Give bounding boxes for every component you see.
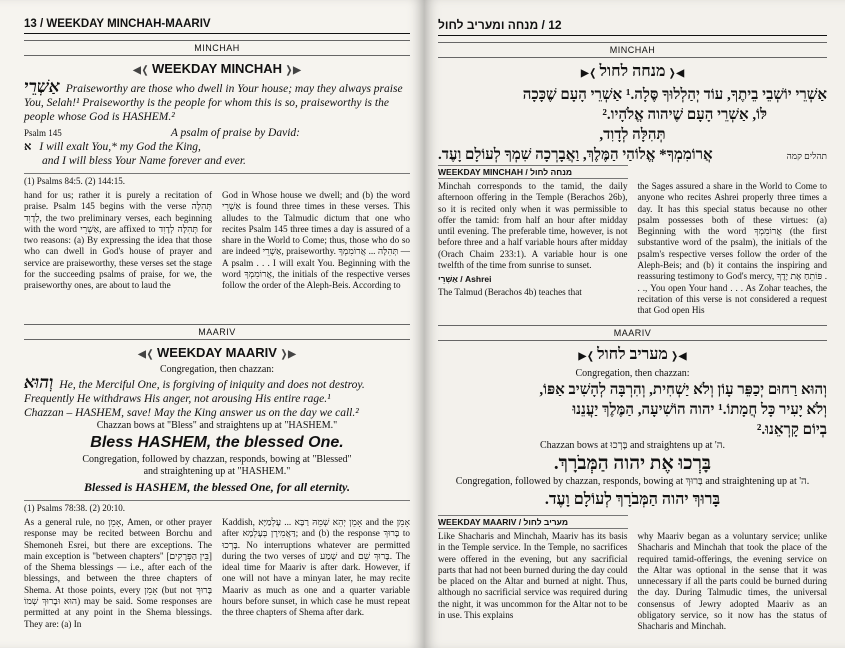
instruction: Congregation, then chazzan: [159, 364, 275, 375]
exalt-line-2: and I will bless Your Name forever and ever. [42, 155, 246, 167]
commentary-head: WEEKDAY MAARIV / מעריב לחול [438, 515, 628, 529]
tehillim-ref: תהלים קמה [786, 151, 827, 161]
commentary-col: As a general rule, no אָמֵן, Amen, or other prayer response may be recited between Borchu and Shemoneh Esrei, but there are exceptions. The main exception is "between chapters" [בֵּין הַפְּרָקִים] of the Shema blessings — i.e., after each of the blessings, and between the three chapters of Shema. At those points, every אָמֵן (but not בָּרוּךְ הוּא וּבָרוּךְ שְׁמוֹ) may be said. Some responses are permitted at any point in the Shema blessings. They are: (a) In [24, 517, 212, 629]
commentary-col: Like Shacharis and Minchah, Maariv has its basis in the Temple service. In the Temple, no sacrifices were offered in the evening, but any sacrificial parts that had not been burned during the day could be placed on the Altar and burned at night. Thus, although no sacrificial service was required during the night, it was uncommon for the Altar not to be in use. This explains [438, 531, 628, 621]
running-head: 12 / מנחה ומעריב לחול [438, 18, 827, 36]
chazzan-line: Chazzan – HASHEM, save! May the King answer us on the day we call.² [24, 407, 359, 419]
section-title: ◀❬ מנחה לחול ❭▶ [580, 63, 685, 80]
commentary-col: the Sages assured a share in the World to Come to anyone who recites Ashrei properly three times a day. It has this special status because no other psalm possesses both of these virtues: (a) Beginning with the word אֲרוֹמִמְךָ (the first substantive word of the psalm), the initials of the psalm's respective verses follow the order of the Aleph-Beis; and (b) it contains the inspiring and reassuring testimony to God's mercy, פּוֹתֵחַ אֶת יָדֶךָ . . ., You open Your hand . . . As Zohar teaches, the recitation of this verse is not considered a request that God open His [637, 181, 828, 316]
vehu-paragraph: וְהוּא He, the Merciful One, is forgiving of iniquity and does not destroy. Frequently He withdraws His anger, not arousing His entire rage.¹ [24, 373, 365, 405]
psalm-ref: Psalm 145 [24, 128, 62, 138]
instruction: Chazzan bows at "Bless" and straightens up at "HASHEM." [96, 420, 338, 431]
ashrei-word: אַשְׁרֵי [24, 77, 60, 96]
barchu: בָּרְכוּ אֶת יהוה הַמְּבֹרָךְ. [553, 453, 712, 474]
vehu-hebrew-2: וְלֹא יָעִיר כָּל חֲמָתוֹ.¹ יהוה הוֹשִׁיעָה, הַמֶּלֶךְ יַעֲנֵנוּ [572, 402, 827, 418]
aromimcha-row [438, 145, 827, 165]
ornament-icon: ❭▶ [282, 65, 301, 76]
commentary [24, 190, 410, 320]
section-label-maariv: MAARIV [24, 324, 410, 340]
commentary-head: WEEKDAY MINCHAH / מנחה לחול [438, 165, 628, 179]
ornament-icon: ❭▶ [578, 351, 598, 362]
bless-hashem: Bless HASHEM, the blessed One. [90, 434, 344, 451]
section-label-minchah: MINCHAH [438, 42, 827, 58]
ornament-icon: ◀❬ [133, 65, 152, 76]
section-title: ◀❬ WEEKDAY MINCHAH ❭▶ [133, 61, 301, 76]
commentary-col: hand for us; rather it is purely a recitation of praise. Psalm 145 begins with the verse תְּהִלָּה לְדָוִד, the two preliminary verses, each beginning with the word אַשְׁרֵי, are affixed to תְּהִלָּה לְדָוִד for two reasons: (a) By expressing the idea that those who can dwell in God's house of prayer and service are praiseworthy, these verses set the stage for the succeeding psalms of praise, for we, the praiseworthy ones, are about to laud the [24, 190, 212, 291]
instruction: Congregation, followed by chazzan, responds, bowing at בָּרוּךְ and straightening up at 'ה. [455, 476, 810, 487]
blessed-is: Blessed is HASHEM, the blessed One, for all eternity. [84, 480, 350, 494]
ornament-icon: ◀❬ [138, 349, 158, 360]
ornament-icon: ◀❬ [665, 68, 685, 79]
commentary-col: Kaddish, אָמֵן יְהֵא שְׁמֵהּ רַבָּא ... עָלְמַיָּא and the אָמֵן after דַּאֲמִירָן בְּעָלְמָא; and (b) the response בָּרוּךְ to בָּרְכוּ. No interruptions whatever are permitted during the two verses of שְׁמַע and בָּרוּךְ שֵׁם. The ideal time for Maariv is after dark. However, if one will not have a minyan later, he may recite Maariv as much as one and a quarter variable hours before sunset, in which case he must repeat the three chapters of Shema after dark. [222, 517, 411, 618]
ornament-icon: ◀❬ [667, 351, 687, 362]
ornament-icon: ❭▶ [276, 349, 296, 360]
instruction: Chazzan bows at בָּרְכוּ and straightens up at 'ה. [539, 440, 725, 451]
psalm-title: A psalm of praise by David: [170, 127, 300, 139]
vehu-hebrew-3: בְיוֹם קָרְאֵנוּ.² [756, 422, 827, 438]
commentary-col: God in Whose house we dwell; and (b) the word אַשְׁרֵי is found three times in these verses. This alludes to the Talmudic dictum that one who recites Psalm 145 three times a day is assured of a share in the World to Come; thus, those who do so are indeed אַשְׁרֵי, praiseworthy. תְּהִלָּה ... אֲרוֹמִמְךָ — A psalm . . . I will exalt You. Beginning with the word אֲרוֹמִמְךָ, the initials of the respective verses follow the order of the Aleph-Beis. According to [222, 190, 411, 291]
psalm-line [24, 126, 410, 140]
footnote: (1) Psalms 84:5. (2) 144:15. [24, 173, 410, 186]
tehillah-line: תְּהִלָּה לְדָוִד, [599, 127, 666, 143]
section-label-minchah: MINCHAH [24, 40, 410, 56]
vehu-word: וְהוּא [24, 373, 54, 392]
ashrei-hebrew-2: לּוֹ, אַשְׁרֵי הָעָם שֶׁיהוה אֱלֹהָיו.² [602, 107, 767, 123]
aleph-letter: א [24, 141, 32, 153]
ashrei-hebrew-1: אַשְׁרֵי יוֹשְׁבֵי בֵיתֶךָ, עוֹד יְהַלְלוּךָ סֶּלָה.¹ אַשְׁרֵי הָעָם שֶׁכָּכָה [522, 87, 827, 103]
commentary-col: why Maariv began as a voluntary service; unlike Shacharis and Minchah that took the place of the required tamid-offerings, the evening service on the Altar was optional in the sense that it was unnecessary if all the parts could be burned during the day. During Talmudic times, the universal consensus of Jewry adopted Maariv as an obligatory service, so it now has the status of Shacharis and Minchah. [637, 531, 827, 632]
running-head: 13 / WEEKDAY MINCHAH-MAARIV [24, 18, 410, 34]
ornament-icon: ❭▶ [580, 68, 600, 79]
footnote: (1) Psalms 78:38. (2) 20:10. [24, 500, 410, 513]
right-page [424, 0, 845, 648]
baruch: בָּרוּךְ יהוה הַמְּבֹרָךְ לְעוֹלָם וָעֶד. [544, 491, 721, 508]
commentary [438, 181, 827, 321]
vehu-hebrew-1: וְהוּא רַחוּם יְכַפֵּר עָוֹן וְלֹא יַשְׁחִית, וְהִרְבָּה לְהָשִׁיב אַפּוֹ, [539, 382, 827, 398]
section-label-maariv: MAARIV [438, 325, 827, 341]
section-title: ◀❬ מעריב לחול ❭▶ [578, 346, 687, 363]
commentary-col: Minchah corresponds to the tamid, the daily afternoon offering in the Temple (Berachos 26b), so it is recited only when it was permissible to offer the tamid: from half an hour after midday until evening. The preferable time, however, is not before three and a half variable hours after midday (Orach Chaim 233:1). A variable hour is one twelfth of the time from sunrise to sunset. אַשְׁרֵי / Ashrei The Talmud (Berachos 4b) teaches that [438, 181, 628, 297]
instruction: Congregation, then chazzan: [575, 368, 690, 379]
ashrei-paragraph: אַשְׁרֵי Praiseworthy are those who dwell in Your house; may they always praise You, Selah!¹ Praiseworthy is the people for whom this is so, praiseworthy is the people whose God is HASHEM.² [24, 77, 403, 123]
instruction: Congregation, followed by chazzan, responds, bowing at "Blessed" and straightening up at "HASHEM." [82, 454, 352, 477]
exalt-line-1: א I will exalt You,* my God the King, [24, 141, 201, 153]
section-title: ◀❬ WEEKDAY MAARIV ❭▶ [138, 345, 296, 360]
commentary [24, 517, 410, 630]
commentary [438, 531, 827, 633]
ashrei-head: אַשְׁרֵי / Ashrei [438, 274, 492, 285]
aromimcha-line: אֲרוֹמִמְךָ* אֱלוֹהַי הַמֶּלֶךְ, וַאֲבָרְכָה שִׁמְךָ לְעוֹלָם וָעֶד. [438, 147, 713, 163]
